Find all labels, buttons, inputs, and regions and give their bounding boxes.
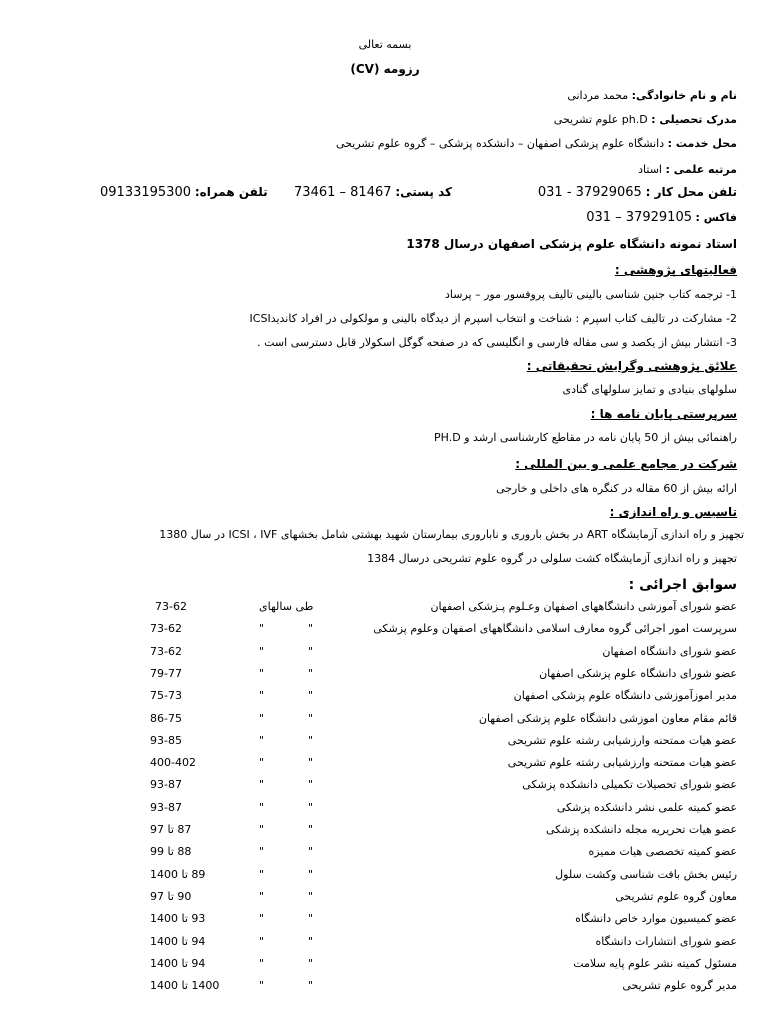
fax-label: فاکس : xyxy=(695,211,737,224)
ditto-mark: " xyxy=(308,666,314,680)
role-title: عضو هیات تحریریه مجله دانشکده پزشکی xyxy=(546,823,737,836)
postal-code-label: کد پستی: xyxy=(395,185,452,199)
role-years: 93 تا 1400 xyxy=(150,912,206,926)
table-row xyxy=(0,734,770,752)
role-title: عضو کمیسیون موارد خاص دانشگاه xyxy=(575,912,737,926)
role-title: رئیس بخش بافت شناسی وکشت سلول xyxy=(555,867,737,881)
setup-line: تجهیز و راه اندازی آزمایشگاه کشت سلولی در گروه علوم تشریحی درسال 1384 xyxy=(367,552,737,565)
role-title: عضو شورای انتشارات دانشگاه xyxy=(595,934,737,948)
ditto-mark: " xyxy=(308,979,314,993)
role-title: سرپرست امور اجرائی گروه معارف اسلامی دانشگاههای اصفهان وعلوم پزشکی xyxy=(373,622,737,636)
workplace-line xyxy=(33,136,737,152)
ditto-mark: " xyxy=(259,845,265,859)
role-years: 73-62 xyxy=(150,644,182,658)
role-years: 79-77 xyxy=(150,666,182,680)
role-title: عضو هیات ممتحنه وارزشیابی رشته علوم تشریحی xyxy=(507,733,737,747)
ditto-mark: " xyxy=(259,912,265,926)
ditto-mark: " xyxy=(308,867,314,881)
work-phone-label: تلفن محل کار : xyxy=(645,185,737,199)
role-title: معاون گروه علوم تشریحی xyxy=(615,889,737,903)
table-row xyxy=(0,756,770,774)
table-row xyxy=(0,868,770,886)
ditto-mark: " xyxy=(259,689,265,703)
degree-value: ph.D علوم تشریحی xyxy=(553,113,648,126)
name-value: محمد مردانی xyxy=(567,89,629,102)
table-row xyxy=(0,823,770,841)
table-row xyxy=(0,667,770,685)
role-years: 90 تا 97 xyxy=(150,889,192,903)
workplace-label: محل خدمت : xyxy=(667,137,737,150)
period-label: طی سالهای xyxy=(259,600,314,613)
ditto-mark: " xyxy=(259,733,265,747)
basmala: بسمه تعالی xyxy=(358,38,412,51)
ditto-mark: " xyxy=(308,823,314,836)
role-title: عضو کمیته علمی نشر دانشکده پزشکی xyxy=(556,800,737,814)
fax-line xyxy=(33,210,737,226)
setup-line: تجهیز و راه اندازی آزمایشگاه ART در بخش باروری و ناباروری بیمارستان شهید بهشتی شامل بخشهای ICSI ، IVF در سال 1380 xyxy=(159,528,744,541)
role-years: 88 تا 99 xyxy=(150,845,192,859)
ditto-mark: " xyxy=(308,711,314,725)
mobile-label: تلفن همراه: xyxy=(194,185,268,199)
role-years: 94 تا 1400 xyxy=(150,934,206,948)
ditto-mark: " xyxy=(308,778,314,792)
role-title: مدیر گروه علوم تشریحی xyxy=(622,979,737,993)
document-title: رزومه (CV) xyxy=(350,62,420,76)
name-line xyxy=(33,88,737,104)
conferences-heading: شرکت در مجامع علمی و بین المللی : xyxy=(515,457,737,471)
ditto-mark: " xyxy=(308,756,314,770)
ditto-mark: " xyxy=(259,800,265,814)
table-row xyxy=(0,957,770,975)
rank-line xyxy=(33,162,737,178)
conferences-text: ارائه بیش از 60 مقاله در کنگره های داخلی و خارجی xyxy=(496,482,737,495)
table-row xyxy=(0,801,770,819)
name-label: نام و نام خانوادگی: xyxy=(631,89,737,102)
role-years: 73-62 xyxy=(155,600,187,613)
ditto-mark: " xyxy=(308,956,314,970)
table-row xyxy=(0,979,770,997)
ditto-mark: " xyxy=(308,934,314,948)
role-title: عضو شورای تحصیلات تکمیلی دانشکده پزشکی xyxy=(522,778,737,792)
degree-label: مدرک تحصیلی : xyxy=(651,113,737,126)
ditto-mark: " xyxy=(259,867,265,881)
table-row xyxy=(0,645,770,663)
role-years: 93-87 xyxy=(150,800,182,814)
research-item: 3- انتشار بیش از یکصد و سی مقاله فارسی و انگلیسی که در صفحه گوگل اسکولار قابل دسترسی است . xyxy=(257,336,737,349)
supervision-text: راهنمائی بیش از 50 پایان نامه در مقاطع کارشناسی ارشد و PH.D xyxy=(434,431,737,444)
interests-heading: علائق پژوهشی وگرایش تحقیقاتی : xyxy=(526,359,737,373)
role-years: 400-402 xyxy=(150,756,196,770)
role-years: 89 تا 1400 xyxy=(150,867,206,881)
role-years: 93-87 xyxy=(150,778,182,792)
role-title: عضو کمیته تخصصی هیات ممیزه xyxy=(588,845,737,859)
ditto-mark: " xyxy=(259,711,265,725)
table-row xyxy=(0,600,770,618)
table-row xyxy=(0,935,770,953)
ditto-mark: " xyxy=(259,778,265,792)
ditto-mark: " xyxy=(259,979,265,993)
work-phone-value: 031 - 37929065 xyxy=(537,185,642,200)
role-title: عضو شورای دانشگاه علوم پزشکی اصفهان xyxy=(539,666,737,680)
ditto-mark: " xyxy=(308,800,314,814)
research-heading: فعالیتهای پژوهشی : xyxy=(614,263,737,277)
fax-value: 031 – 37929105 xyxy=(586,210,692,225)
role-years: 1400 تا 1400 xyxy=(150,979,220,993)
table-row xyxy=(0,778,770,796)
ditto-mark: " xyxy=(308,689,314,703)
role-title: مسئول کمیته نشر علوم پایه سلامت xyxy=(573,956,737,970)
postal-code-value: 73461 – 81467 xyxy=(294,185,392,200)
ditto-mark: " xyxy=(259,889,265,903)
ditto-mark: " xyxy=(259,622,265,636)
role-years: 75-73 xyxy=(150,689,182,703)
ditto-mark: " xyxy=(308,912,314,926)
table-row xyxy=(0,712,770,730)
setup-heading: تاسیس و راه اندازی : xyxy=(609,505,737,519)
ditto-mark: " xyxy=(308,644,314,658)
ditto-mark: " xyxy=(308,845,314,859)
workplace-value: دانشگاه علوم پزشکی اصفهان – دانشکده پزشکی – گروه علوم تشریحی xyxy=(336,137,665,150)
table-row xyxy=(0,689,770,707)
ditto-mark: " xyxy=(259,934,265,948)
ditto-mark: " xyxy=(259,666,265,680)
role-title: قائم مقام معاون اموزشی دانشگاه علوم پزشکی اصفهان xyxy=(478,711,737,725)
mobile-value: 09133195300 xyxy=(100,185,191,200)
ditto-mark: " xyxy=(259,956,265,970)
ditto-mark: " xyxy=(308,889,314,903)
ditto-mark: " xyxy=(259,756,265,770)
role-years: 93-85 xyxy=(150,733,182,747)
ditto-mark: " xyxy=(308,622,314,636)
table-row xyxy=(0,622,770,640)
ditto-mark: " xyxy=(259,644,265,658)
role-years: 94 تا 1400 xyxy=(150,956,206,970)
executive-heading: سوابق اجرائی : xyxy=(628,577,737,593)
table-row xyxy=(0,912,770,930)
exemplary-professor: استاد نمونه دانشگاه علوم پزشکی اصفهان درسال 1378 xyxy=(406,237,737,251)
role-title: عضو شورای دانشگاه اصفهان xyxy=(602,644,737,658)
table-row xyxy=(0,890,770,908)
research-item: 2- مشارکت در تالیف کتاب اسپرم : شناخت و انتخاب اسپرم از دیدگاه بالینی و مولکولی در افراد کاندیدICSI xyxy=(249,312,737,325)
research-item: 1- ترجمه کتاب جنین شناسی بالینی تالیف پروفسور مور – پرساد xyxy=(444,288,737,301)
table-row xyxy=(0,845,770,863)
ditto-mark: " xyxy=(259,823,265,836)
interests-text: سلولهای بنیادی و تمایز سلولهای گنادی xyxy=(562,383,737,396)
rank-value: استاد xyxy=(638,163,662,176)
role-years: 86-75 xyxy=(150,711,182,725)
role-title: عضو هیات ممتحنه وارزشیابی رشته علوم تشریحی xyxy=(507,756,737,770)
role-title: مدیر اموزآموزشی دانشگاه علوم پزشکی اصفهان xyxy=(513,689,737,703)
role-years: 87 تا 97 xyxy=(150,823,192,836)
supervision-heading: سرپرستی پایان نامه ها : xyxy=(590,407,737,421)
degree-line xyxy=(33,112,737,128)
role-years: 73-62 xyxy=(150,622,182,636)
ditto-mark: " xyxy=(308,733,314,747)
rank-label: مرتبه علمی : xyxy=(665,163,737,176)
role-title: عضو شورای آموزشی دانشگاههای اصفهان وعـلوم پـزشکی اصفهان xyxy=(430,600,737,613)
